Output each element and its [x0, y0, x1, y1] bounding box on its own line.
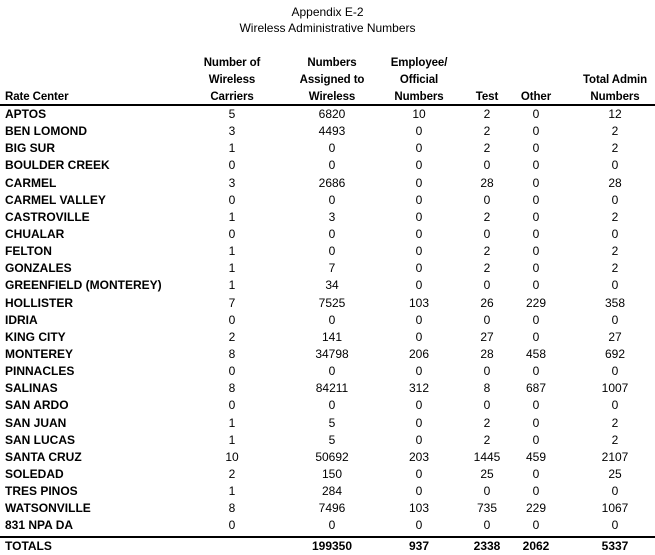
rate-center-cell: SALINAS: [5, 381, 58, 396]
carriers-cell: 0: [228, 158, 236, 173]
assigned-cell: 5: [328, 415, 336, 430]
other-cell: 0: [532, 244, 540, 259]
employee-cell: 0: [415, 192, 423, 207]
carriers-cell: 1: [228, 415, 236, 430]
employee-cell: 0: [415, 226, 423, 241]
carriers-cell: 1: [228, 141, 236, 156]
test-cell: 0: [483, 278, 491, 293]
rate-center-cell: GREENFIELD (MONTEREY): [5, 278, 162, 293]
rate-center-cell: BEN LOMOND: [5, 124, 87, 139]
carriers-cell: 0: [228, 364, 236, 379]
rate-center-cell: SAN LUCAS: [5, 432, 76, 447]
table-row: [0, 106, 655, 123]
total-cell: 0: [611, 158, 619, 173]
test-cell: 735: [476, 501, 498, 516]
carriers-cell: 7: [228, 295, 236, 310]
header-employee-line: Official: [399, 74, 439, 86]
employee-cell: 0: [415, 312, 423, 327]
other-cell: 0: [532, 141, 540, 156]
table-row: [0, 397, 655, 414]
header-total-line: Numbers: [590, 91, 640, 103]
employee-cell: 103: [408, 501, 430, 516]
test-cell: 2: [483, 415, 491, 430]
total-cell: 27: [608, 329, 622, 344]
employee-cell: 0: [415, 175, 423, 190]
other-cell: 0: [532, 415, 540, 430]
table-row: [0, 449, 655, 466]
rate-center-cell: SAN ARDO: [5, 398, 69, 413]
test-cell: 28: [480, 175, 494, 190]
table-row: [0, 157, 655, 174]
rate-center-cell: GONZALES: [5, 261, 72, 276]
header-assigned-line: Numbers: [307, 57, 357, 69]
assigned-cell: 34798: [315, 346, 349, 361]
header-assigned-line: Assigned to: [299, 74, 365, 86]
totals-label: TOTALS: [5, 539, 52, 553]
employee-cell: 0: [415, 415, 423, 430]
table-row: [0, 483, 655, 500]
employee-cell: 312: [408, 381, 430, 396]
other-cell: 0: [532, 158, 540, 173]
employee-cell: 0: [415, 244, 423, 259]
employee-cell: 103: [408, 295, 430, 310]
total-cell: 0: [611, 192, 619, 207]
table-row: [0, 380, 655, 397]
other-cell: 0: [532, 107, 540, 121]
assigned-cell: 141: [321, 329, 343, 344]
employee-cell: 0: [415, 209, 423, 224]
header-other-label: Other: [520, 91, 552, 103]
other-cell: 0: [532, 432, 540, 447]
assigned-cell: 4493: [318, 124, 346, 139]
totals-other: 2062: [522, 539, 550, 553]
carriers-cell: 8: [228, 381, 236, 396]
total-cell: 0: [611, 484, 619, 499]
employee-cell: 203: [408, 449, 430, 464]
header-total-line: Total Admin: [582, 74, 648, 86]
assigned-cell: 0: [328, 141, 336, 156]
test-cell: 27: [480, 329, 494, 344]
carriers-cell: 1: [228, 278, 236, 293]
table-row: [0, 175, 655, 192]
rate-center-cell: BOULDER CREEK: [5, 158, 110, 173]
rate-center-cell: CARMEL VALLEY: [5, 192, 106, 207]
rate-center-cell: IDRIA: [5, 312, 38, 327]
total-cell: 25: [608, 466, 622, 481]
carriers-cell: 1: [228, 432, 236, 447]
test-cell: 0: [483, 192, 491, 207]
rate-center-cell: SAN JUAN: [5, 415, 67, 430]
assigned-cell: 5: [328, 432, 336, 447]
rate-center-cell: KING CITY: [5, 329, 66, 344]
rate-center-cell: PINNACLES: [5, 364, 75, 379]
header-assigned: [282, 55, 382, 106]
carriers-cell: 3: [228, 124, 236, 139]
rate-center-cell: 831 NPA DA: [5, 518, 74, 533]
employee-cell: 10: [412, 107, 426, 121]
rate-center-cell: CARMEL: [5, 175, 57, 190]
rate-center-cell: CASTROVILLE: [5, 209, 90, 224]
header-carriers-line: Number of: [203, 57, 261, 69]
rate-center-cell: SOLEDAD: [5, 466, 64, 481]
assigned-cell: 7525: [318, 295, 346, 310]
carriers-cell: 0: [228, 312, 236, 327]
test-cell: 2: [483, 244, 491, 259]
totals-employee: 937: [408, 539, 430, 553]
total-cell: 2: [611, 415, 619, 430]
table-row: [0, 260, 655, 277]
other-cell: 458: [525, 346, 547, 361]
test-cell: 2: [483, 209, 491, 224]
table-row: [0, 123, 655, 140]
carriers-cell: 1: [228, 261, 236, 276]
assigned-cell: 7496: [318, 501, 346, 516]
total-cell: 0: [611, 312, 619, 327]
total-cell: 2: [611, 141, 619, 156]
header-rate-center-label: Rate Center: [5, 91, 69, 103]
other-cell: 229: [525, 501, 547, 516]
total-cell: 0: [611, 278, 619, 293]
test-cell: 0: [483, 312, 491, 327]
rate-center-cell: HOLLISTER: [5, 295, 73, 310]
other-cell: 0: [532, 518, 540, 533]
carriers-cell: 1: [228, 244, 236, 259]
other-cell: 0: [532, 312, 540, 327]
other-cell: 0: [532, 466, 540, 481]
total-cell: 0: [611, 226, 619, 241]
total-cell: 2: [611, 244, 619, 259]
table-row: [0, 415, 655, 432]
total-cell: 2: [611, 209, 619, 224]
table-row: [0, 432, 655, 449]
rate-center-cell: BIG SUR: [5, 141, 56, 156]
total-cell: 1067: [601, 501, 629, 516]
assigned-cell: 0: [328, 244, 336, 259]
table-row: [0, 329, 655, 346]
employee-cell: 206: [408, 346, 430, 361]
assigned-cell: 3: [328, 209, 336, 224]
assigned-cell: 284: [321, 484, 343, 499]
assigned-cell: 84211: [315, 381, 349, 396]
table-row: [0, 346, 655, 363]
assigned-cell: 150: [321, 466, 343, 481]
table-row: [0, 209, 655, 226]
test-cell: 8: [483, 381, 491, 396]
employee-cell: 0: [415, 398, 423, 413]
assigned-cell: 2686: [318, 175, 346, 190]
carriers-cell: 8: [228, 346, 236, 361]
rate-center-cell: TRES PINOS: [5, 484, 78, 499]
assigned-cell: 0: [328, 518, 336, 533]
header-total: [568, 72, 655, 106]
rate-center-cell: FELTON: [5, 244, 52, 259]
total-cell: 28: [608, 175, 622, 190]
carriers-cell: 0: [228, 398, 236, 413]
test-cell: 1445: [473, 449, 501, 464]
assigned-cell: 0: [328, 158, 336, 173]
header-carriers: [188, 55, 276, 106]
total-cell: 2: [611, 124, 619, 139]
carriers-cell: 2: [228, 466, 236, 481]
header-test-label: Test: [475, 91, 499, 103]
test-cell: 2: [483, 107, 491, 121]
table-row: [0, 517, 655, 534]
test-cell: 25: [480, 466, 494, 481]
other-cell: 0: [532, 192, 540, 207]
other-cell: 459: [525, 449, 547, 464]
totals-test: 2338: [473, 539, 501, 553]
other-cell: 0: [532, 261, 540, 276]
totals-total: 5337: [601, 539, 629, 553]
test-cell: 0: [483, 364, 491, 379]
other-cell: 0: [532, 278, 540, 293]
table-body: [0, 106, 655, 535]
table-row: [0, 226, 655, 243]
carriers-cell: 8: [228, 501, 236, 516]
assigned-cell: 50692: [315, 449, 349, 464]
totals-assigned: 199350: [311, 539, 353, 553]
total-cell: 2: [611, 432, 619, 447]
employee-cell: 0: [415, 141, 423, 156]
carriers-cell: 1: [228, 209, 236, 224]
employee-cell: 0: [415, 329, 423, 344]
assigned-cell: 0: [328, 364, 336, 379]
assigned-cell: 6820: [318, 107, 346, 121]
other-cell: 0: [532, 124, 540, 139]
rate-center-cell: CHUALAR: [5, 226, 65, 241]
test-cell: 0: [483, 518, 491, 533]
employee-cell: 0: [415, 124, 423, 139]
test-cell: 0: [483, 484, 491, 499]
other-cell: 0: [532, 364, 540, 379]
header-assigned-line: Wireless: [308, 91, 356, 103]
other-cell: 0: [532, 398, 540, 413]
carriers-cell: 10: [225, 449, 239, 464]
carriers-cell: 1: [228, 484, 236, 499]
header-carriers-line: Carriers: [210, 91, 254, 103]
assigned-cell: 0: [328, 226, 336, 241]
assigned-cell: 0: [328, 398, 336, 413]
employee-cell: 0: [415, 432, 423, 447]
totals-row: [0, 538, 655, 555]
table-row: [0, 312, 655, 329]
employee-cell: 0: [415, 158, 423, 173]
carriers-cell: 0: [228, 518, 236, 533]
other-cell: 229: [525, 295, 547, 310]
header-employee-line: Employee/: [390, 57, 448, 69]
table-row: [0, 295, 655, 312]
assigned-cell: 0: [328, 192, 336, 207]
other-cell: 0: [532, 175, 540, 190]
table-row: [0, 277, 655, 294]
other-cell: 0: [532, 329, 540, 344]
carriers-cell: 0: [228, 226, 236, 241]
rate-center-cell: MONTEREY: [5, 346, 74, 361]
test-cell: 2: [483, 141, 491, 156]
total-cell: 358: [604, 295, 626, 310]
total-cell: 692: [604, 346, 626, 361]
carriers-cell: 2: [228, 329, 236, 344]
table-row: [0, 363, 655, 380]
rate-center-cell: WATSONVILLE: [5, 501, 91, 516]
table-row: [0, 466, 655, 483]
total-cell: 12: [608, 107, 622, 121]
employee-cell: 0: [415, 466, 423, 481]
other-cell: 0: [532, 209, 540, 224]
document-subtitle: Wireless Administrative Numbers: [239, 21, 416, 35]
table-row: [0, 243, 655, 260]
test-cell: 0: [483, 398, 491, 413]
total-cell: 1007: [601, 381, 629, 396]
test-cell: 2: [483, 261, 491, 276]
document-title: Appendix E-2: [291, 5, 364, 19]
test-cell: 2: [483, 124, 491, 139]
carriers-cell: 3: [228, 175, 236, 190]
other-cell: 0: [532, 484, 540, 499]
total-cell: 0: [611, 364, 619, 379]
carriers-cell: 5: [228, 107, 236, 121]
test-cell: 0: [483, 226, 491, 241]
test-cell: 26: [480, 295, 494, 310]
other-cell: 687: [525, 381, 547, 396]
assigned-cell: 7: [328, 261, 336, 276]
carriers-cell: 0: [228, 192, 236, 207]
total-cell: 0: [611, 518, 619, 533]
assigned-cell: 34: [325, 278, 339, 293]
test-cell: 0: [483, 158, 491, 173]
other-cell: 0: [532, 226, 540, 241]
test-cell: 2: [483, 432, 491, 447]
employee-cell: 0: [415, 518, 423, 533]
employee-cell: 0: [415, 364, 423, 379]
header-employee: [378, 55, 460, 106]
table-row: [0, 192, 655, 209]
rate-center-cell: SANTA CRUZ: [5, 449, 82, 464]
employee-cell: 0: [415, 261, 423, 276]
table-row: [0, 140, 655, 157]
assigned-cell: 0: [328, 312, 336, 327]
rate-center-cell: APTOS: [5, 107, 47, 121]
employee-cell: 0: [415, 278, 423, 293]
total-cell: 2107: [601, 449, 629, 464]
header-employee-line: Numbers: [394, 91, 444, 103]
header-carriers-line: Wireless: [208, 74, 256, 86]
test-cell: 28: [480, 346, 494, 361]
total-cell: 2: [611, 261, 619, 276]
table-row: [0, 500, 655, 517]
total-cell: 0: [611, 398, 619, 413]
employee-cell: 0: [415, 484, 423, 499]
